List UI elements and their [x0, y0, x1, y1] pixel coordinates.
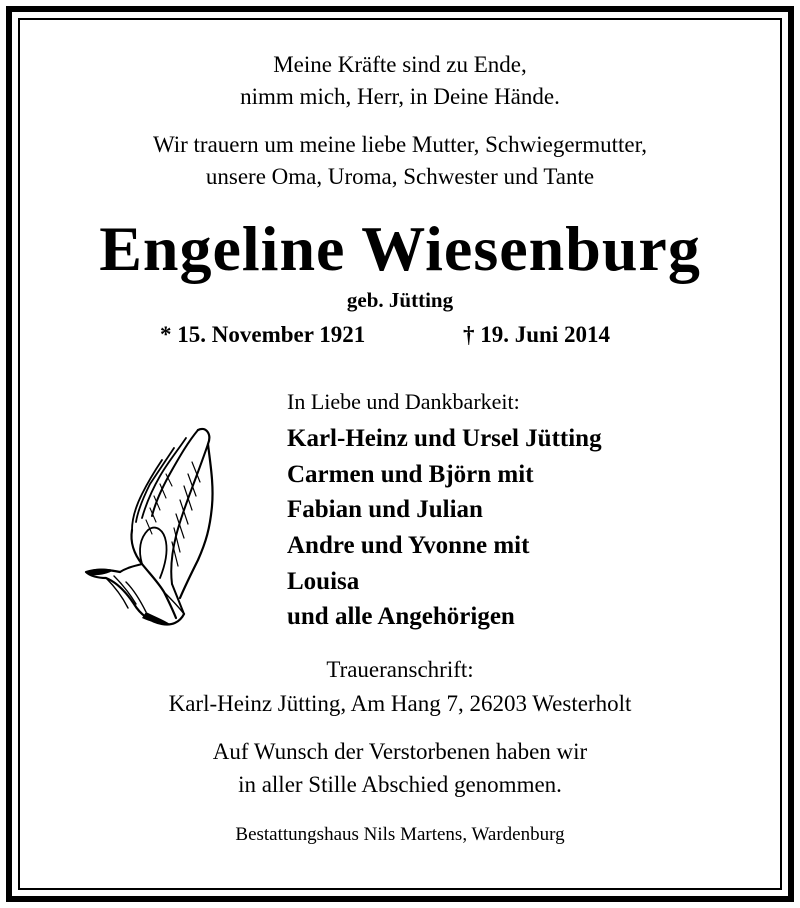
note-line-1: Auf Wunsch der Verstorbenen haben wir	[212, 739, 588, 764]
mourner-line: Karl-Heinz und Ursel Jütting	[287, 425, 602, 452]
verse-line-2: nimm mich, Herr, in Deine Hände.	[240, 84, 560, 109]
intro-line-1: Wir trauern um meine liebe Mutter, Schwiegermutter,	[152, 132, 648, 157]
intro-line-2: unsere Oma, Uroma, Schwester und Tante	[205, 164, 595, 189]
mourner-line: Louisa	[287, 568, 360, 595]
praying-hands-icon	[80, 422, 220, 627]
funeral-home: Bestattungshaus Nils Martens, Wardenburg	[235, 824, 565, 845]
death-date: † 19. Juni 2014	[463, 322, 610, 347]
deceased-name: Engeline Wiesenburg	[99, 213, 701, 284]
verse-line-1: Meine Kräfte sind zu Ende,	[273, 52, 527, 77]
mourner-line: Fabian und Julian	[287, 496, 483, 523]
address-line: Karl-Heinz Jütting, Am Hang 7, 26203 Westerholt	[168, 691, 632, 716]
mourner-line: Carmen und Björn mit	[287, 461, 534, 488]
mourners-heading: In Liebe und Dankbarkeit:	[287, 389, 520, 414]
mourner-line: Andre und Yvonne mit	[287, 532, 530, 559]
birth-date: * 15. November 1921	[160, 322, 366, 347]
mourner-line: und alle Angehörigen	[287, 603, 515, 630]
address-heading: Traueranschrift:	[326, 657, 474, 682]
birth-name: geb. Jütting	[346, 288, 454, 312]
note-line-2: in aller Stille Abschied genommen.	[238, 772, 562, 797]
